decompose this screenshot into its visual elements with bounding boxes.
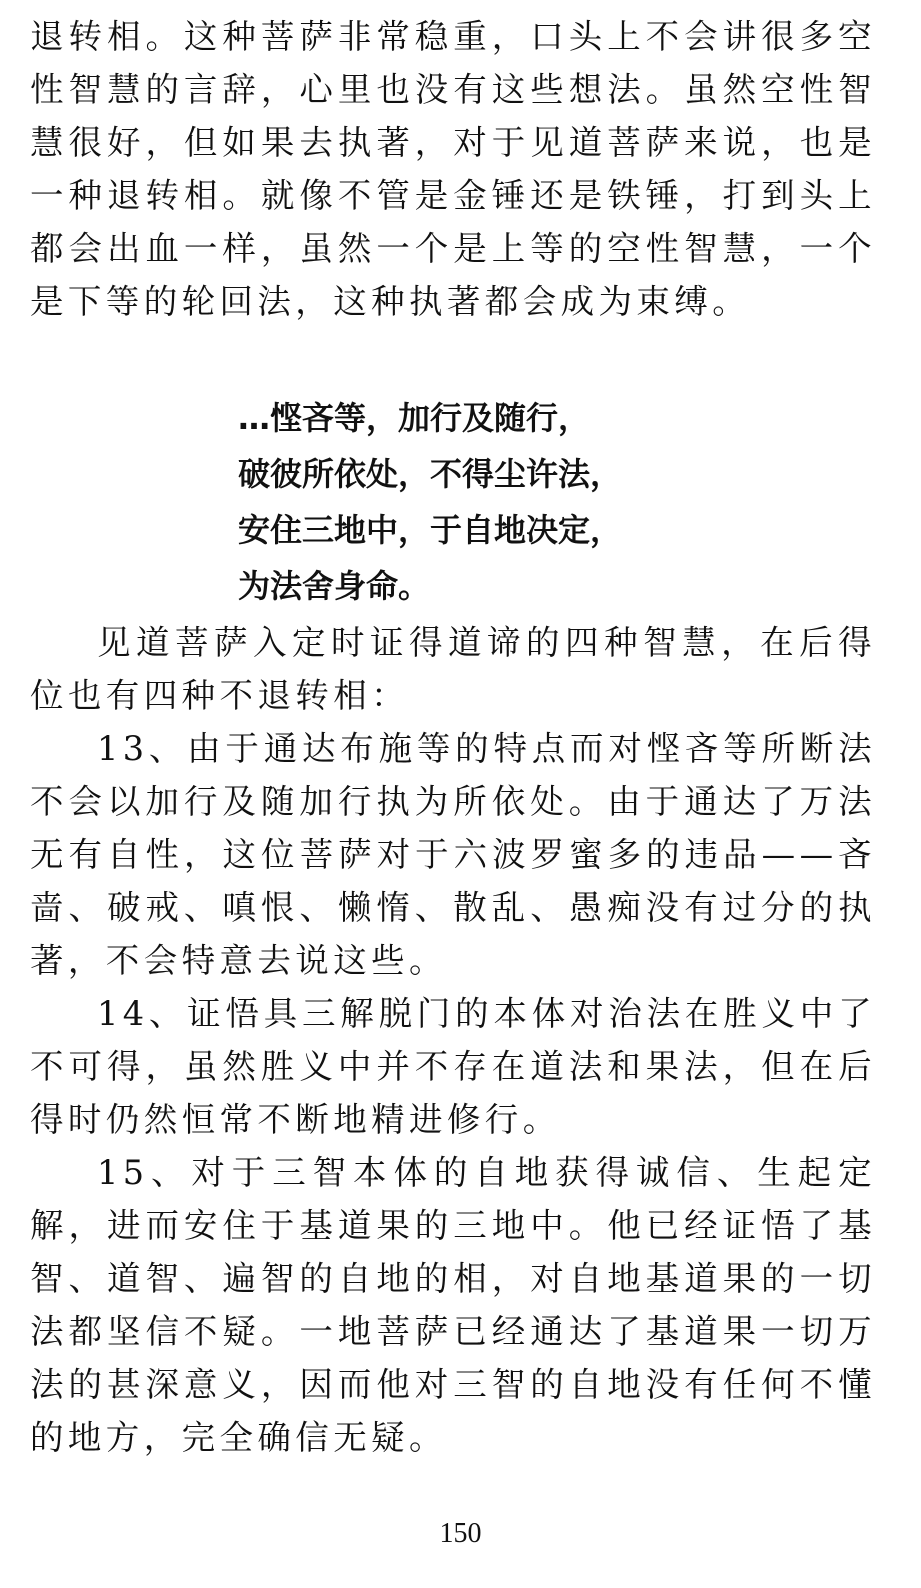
paragraph-item-15: 15、对于三智本体的自地获得诚信、生起定解，进而安住于基道果的三地中。他已经证悟了基智、道智、遍智的自地的相，对自地基道果的一切法都坚信不疑。一地菩萨已经通达了基道果一切万法的甚深意义，因而他对三智的自地没有任何不懂的地方，完全确信无疑。 (30, 1153, 876, 1457)
paragraph-intro: 见道菩萨入定时证得道谛的四种智慧，在后得位也有四种不退转相： (30, 623, 876, 715)
paragraph-continued: 退转相。这种菩萨非常稳重，口头上不会讲很多空性智慧的言辞，心里也没有这些想法。虽然空性智慧很好，但如果去执著，对于见道菩萨来说，也是一种退转相。就像不管是金锤还是铁锤，打到头上都会出血一样，虽然一个是上等的空性智慧，一个是下等的轮回法，这种执著都会成为束缚。 (30, 17, 876, 321)
verse-block (238, 390, 876, 614)
paragraph-item-13: 13、由于通达布施等的特点而对悭吝等所断法不会以加行及随加行执为所依处。由于通达了万法无有自性，这位菩萨对于六波罗蜜多的违品——吝啬、破戒、嗔恨、懒惰、散乱、愚痴没有过分的执著，不会特意去说这些。 (30, 729, 876, 980)
paragraph-item-14: 14、证悟具三解脱门的本体对治法在胜义中了不可得，虽然胜义中并不存在道法和果法，但在后得时仍然恒常不断地精进修行。 (30, 994, 876, 1139)
page-body (30, 10, 876, 1464)
verse-line: …悭吝等，加行及随行， (238, 399, 591, 437)
page-number: 150 (439, 1518, 482, 1549)
verse-line: 安住三地中，于自地决定， (238, 511, 623, 549)
verse-line: 为法舍身命。 (238, 567, 431, 605)
verse-line: 破彼所依处，不得尘许法， (238, 455, 623, 493)
